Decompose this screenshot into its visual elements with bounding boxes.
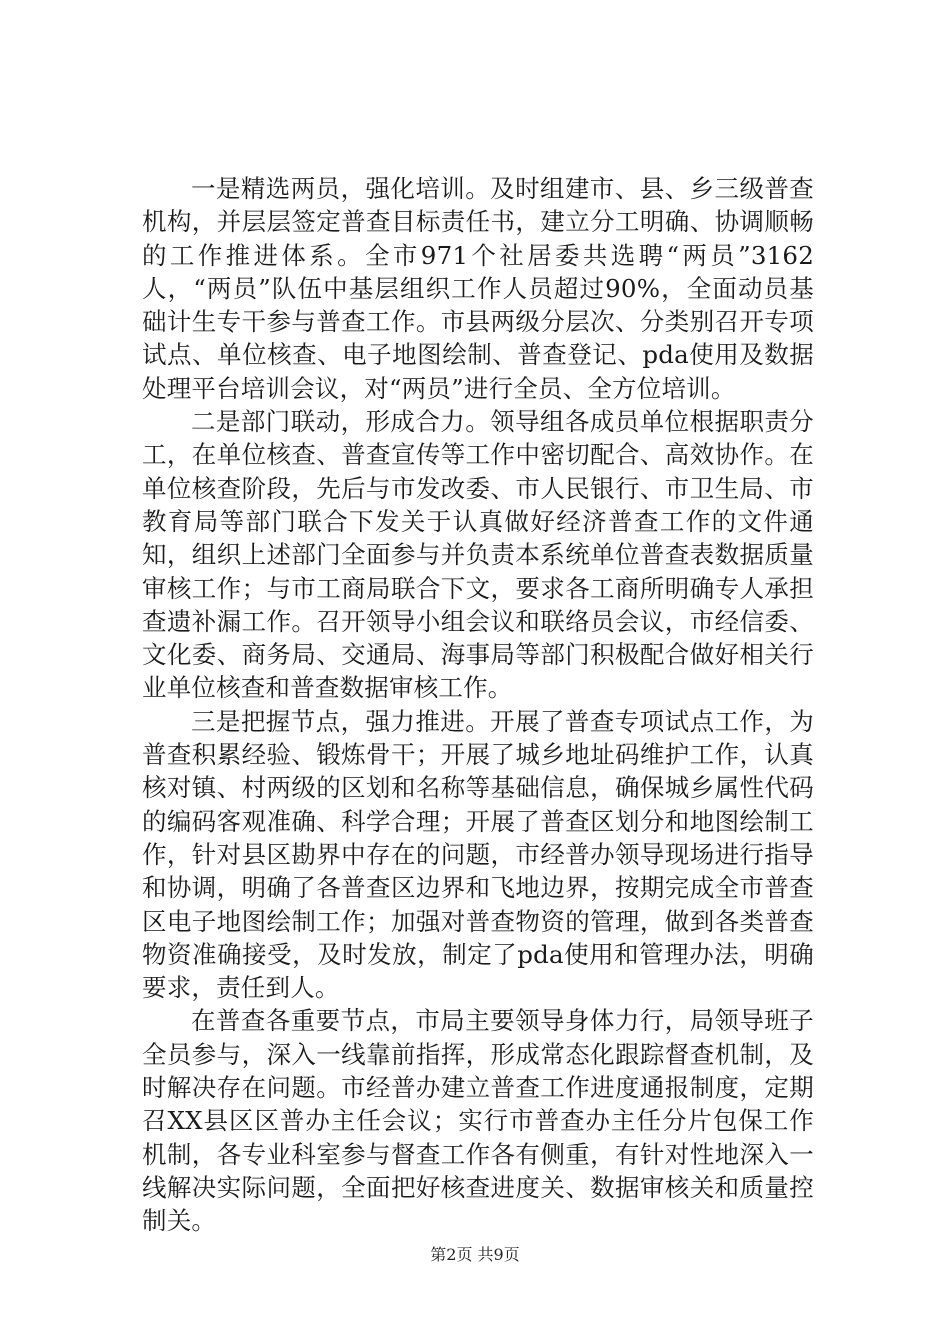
paragraph-key-milestones: 三是把握节点，强力推进。开展了普查专项试点工作，为普查积累经验、锻炼骨干；开展了城乡地址码维护工作，认真核对镇、村两级的区划和名称等基础信息，确保城乡属性代码的编码客观准确、科学合理；开展了普查区划分和地图绘制工作，针对县区勘界中存在的问题，市经普办领导现场进行指导和协调，明确了各普查区边界和飞地边界，按期完成全市普查区电子地图绘制工作；加强对普查物资的管理，做到各类普查物资准确接受，及时发放，制定了pda使用和管理办法，明确要求，责任到人。 (142, 706, 814, 1003)
document-body (142, 172, 814, 1238)
paragraph-leadership-supervision: 在普查各重要节点，市局主要领导身体力行，局领导班子全员参与，深入一线靠前指挥，形成常态化跟踪督查机制，及时解决存在问题。市经普办建立普查工作进度通报制度，定期召XX县区区普办主任会议；实行市普查办主任分片包保工作机制，各专业科室参与督查工作各有侧重，有针对性地深入一线解决实际问题，全面把好核查进度关、数据审核关和质量控制关。 (142, 1006, 814, 1236)
paragraph-training: 一是精选两员，强化培训。及时组建市、县、乡三级普查机构，并层层签定普查目标责任书，建立分工明确、协调顺畅的工作推进体系。全市971个社居委共选聘“两员”3162人，“两员”队伍中基层组织工作人员超过90%，全面动员基础计生专干参与普查工作。市县两级分层次、分类别召开专项试点、单位核查、电子地图绘制、普查登记、pda使用及数据处理平台培训会议，对“两员”进行全员、全方位培训。 (142, 174, 814, 403)
paragraph-department-coordination: 二是部门联动，形成合力。领导组各成员单位根据职责分工，在单位核查、普查宣传等工作中密切配合、高效协作。在单位核查阶段，先后与市发改委、市人民银行、市卫生局、市教育局等部门联合下发关于认真做好经济普查工作的文件通知，组织上述部门全面参与并负责本系统单位普查表数据质量审核工作；与市工商局联合下文，要求各工商所明确专人承担查遗补漏工作。召开领导小组会议和联络员会议，市经信委、文化委、商务局、交通局、海事局等部门积极配合做好相关行业单位核查和普查数据审核工作。 (142, 407, 814, 703)
page-footer: 第2页 共9页 (430, 1245, 520, 1264)
